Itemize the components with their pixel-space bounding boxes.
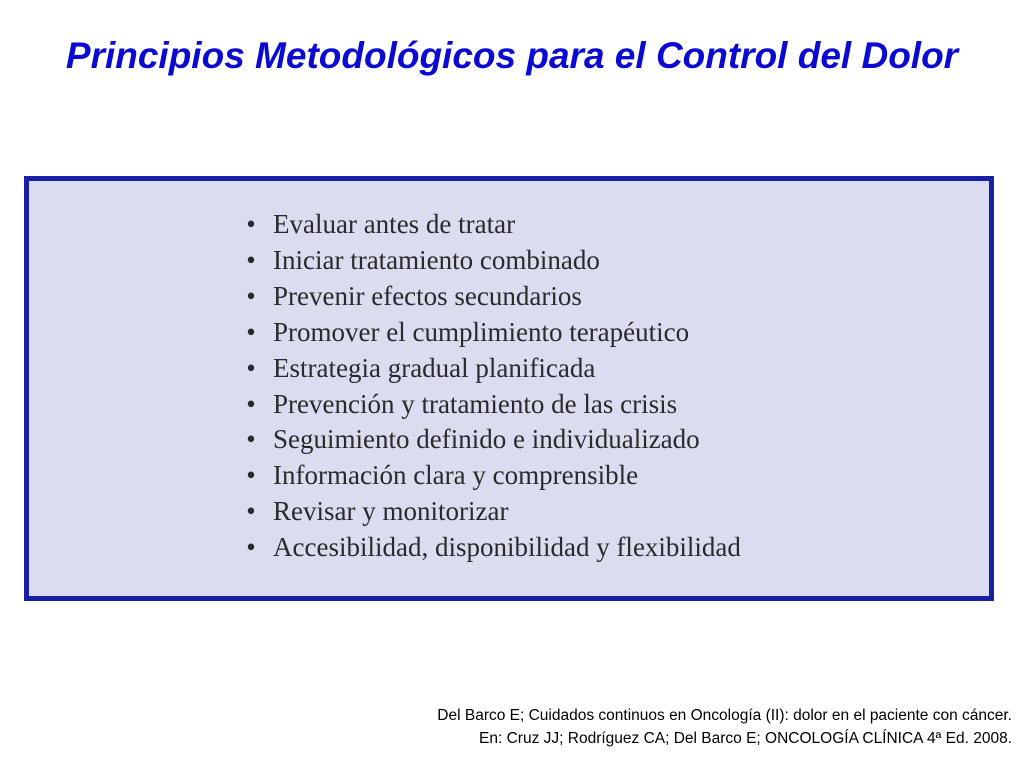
slide-title: Principios Metodológicos para el Control del Dolor bbox=[65, 35, 959, 76]
list-item bbox=[241, 207, 741, 243]
bullet-icon: • bbox=[246, 532, 256, 563]
list-item bbox=[241, 387, 741, 423]
list-item-text: Revisar y monitorizar bbox=[273, 496, 509, 527]
list-item-text: Evaluar antes de tratar bbox=[273, 209, 516, 239]
list-item-text: Iniciar tratamiento combinado bbox=[273, 244, 600, 275]
bullet-icon: • bbox=[246, 244, 256, 275]
reference-line-2: En: Cruz JJ; Rodríguez CA; Del Barco E; ONCOLOGÍA CLÍNICA 4ª Ed. 2008. bbox=[479, 730, 1012, 747]
list-item bbox=[241, 315, 741, 351]
bullet-icon: • bbox=[246, 209, 256, 239]
principles-list bbox=[241, 207, 741, 566]
list-item-text: Estrategia gradual planificada bbox=[273, 352, 596, 383]
list-item-text: Información clara y comprensible bbox=[273, 460, 639, 491]
bullet-icon: • bbox=[246, 316, 256, 347]
principles-box bbox=[24, 176, 994, 601]
list-item bbox=[241, 494, 741, 530]
list-item-text: Prevenir efectos secundarios bbox=[273, 280, 582, 311]
reference-citation bbox=[437, 704, 1012, 750]
list-item bbox=[241, 422, 741, 458]
bullet-icon: • bbox=[246, 280, 256, 311]
list-item-text: Accesibilidad, disponibilidad y flexibilidad bbox=[273, 532, 741, 563]
list-item-text: Promover el cumplimiento terapéutico bbox=[273, 316, 690, 347]
bullet-icon: • bbox=[246, 424, 256, 455]
list-item bbox=[241, 243, 741, 279]
list-item-text: Seguimiento definido e individualizado bbox=[273, 424, 700, 455]
list-item bbox=[241, 458, 741, 494]
bullet-icon: • bbox=[246, 388, 256, 419]
list-item-text: Prevención y tratamiento de las crisis bbox=[273, 388, 678, 419]
bullet-icon: • bbox=[246, 460, 256, 491]
bullet-icon: • bbox=[246, 496, 256, 527]
list-item bbox=[241, 530, 741, 566]
reference-line-1: Del Barco E; Cuidados continuos en Oncología (II): dolor en el paciente con cáncer. bbox=[437, 707, 1012, 724]
bullet-icon: • bbox=[246, 352, 256, 383]
list-item bbox=[241, 351, 741, 387]
list-item bbox=[241, 279, 741, 315]
